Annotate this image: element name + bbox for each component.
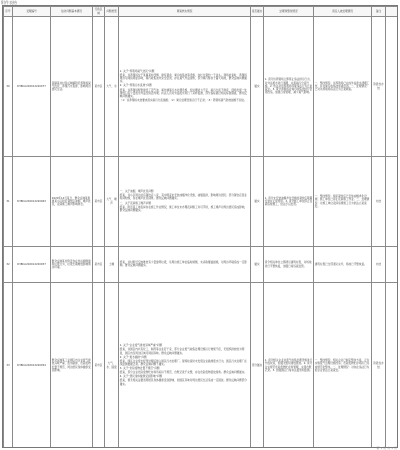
row-id: D3BCA202012220077 bbox=[13, 17, 51, 157]
col-header-handling: 处理和整改情况 bbox=[264, 7, 314, 17]
row-type: 大气、水 bbox=[105, 17, 119, 157]
col-header-findings: 调查核实情况 bbox=[119, 7, 251, 17]
row-issue: 群众反映某工业园区内企业废气排放异味严重，废水偷排，危险废物处置不规范，周边居民身体健康受到影响。 bbox=[51, 283, 93, 449]
findings-paragraph: 2. 关于“废水偷排”问题 bbox=[119, 355, 147, 359]
row-remark: 阶段性办结 bbox=[372, 17, 386, 157]
row-type: 大气、噪声 bbox=[105, 157, 119, 247]
row-blank bbox=[386, 157, 398, 247]
row-remark: 办结 bbox=[372, 157, 386, 247]
table-row bbox=[4, 17, 398, 157]
findings-paragraph: 经查，附近某工地夜间存在施工作业情况，施工单位未办理夜间施工许可手续，施工噪声对周边居民造成影响，群众反映问题属实。 bbox=[119, 205, 247, 212]
row-accountability: 一、整改情况：该养殖场已完成外溢废水清理工作，并对粪污收集池加盖密闭。二、处理情况：已对该养殖场违法行为立案调查。 bbox=[314, 17, 372, 157]
findings-paragraph: 3. 关于“危险废物处置不规范”问题 bbox=[119, 367, 160, 371]
row-blank bbox=[386, 17, 398, 157]
row-handling: 责令相关单位立即清运建筑垃圾，对场地进行平整恢复，加强日常巡查监管。 bbox=[264, 247, 314, 283]
col-header-accountability: 责任人被处理情况 bbox=[314, 7, 372, 17]
row-id: D3BCA202012220057 bbox=[13, 247, 51, 283]
findings-paragraph: 经查，该养殖场配套建设了沼气池、氧化塘等污水处理设施，但处理能力不足，雨污分流不彻底，现场发现一处排放口有少量废水外溢至附近沟渠。执法人员对外溢废水进行了采样监测，部分指标超过相关标准限值，群众反映问题属实。 bbox=[119, 88, 247, 99]
row-issue: 某镇某村村民反映镇附近养殖场臭气扰民，养殖污水直排，影响周边居民生活。 bbox=[51, 17, 93, 157]
row-blank bbox=[386, 247, 398, 283]
findings-paragraph: 经查，该养殖场位于某镇某村西侧，建有猪舍、粪污收集池等设施，存栏生猪约一千余头。现场检查时，养殖场周边可闻到明显异味，粪污收集池未完全密闭，存在臭气外溢现象，部分粪污暂存于露天场地，群众反映问题属实。 bbox=[119, 73, 247, 84]
row-issue: 2020年12月某日，群众反映某街道某小区附近餐饮店油烟、噪声扰民，夜间施工噪声影响休息。 bbox=[51, 157, 93, 247]
col-header-id: 受理编号 bbox=[13, 7, 51, 17]
row-id: D3BCA202012220054 bbox=[13, 283, 51, 449]
row-region: 某市区 bbox=[93, 17, 105, 157]
findings-paragraph: 经查，该村附近空地堆放有少量建筑垃圾，系周边施工单位临时倾倒，未采取覆盖措施，对周边环境造成一定影响。群众反映问题属实。 bbox=[119, 260, 247, 268]
corner-label: 附件表格 bbox=[1, 0, 17, 5]
complaint-table bbox=[3, 6, 398, 448]
page-footer: 第 1 页 共 1 页 bbox=[376, 446, 397, 450]
col-header-remark: 备注 bbox=[372, 7, 386, 17]
row-findings bbox=[119, 283, 251, 449]
table-row bbox=[4, 247, 398, 283]
table-row bbox=[4, 283, 398, 449]
row-blank bbox=[386, 283, 398, 449]
findings-paragraph: 1. 关于“企业废气排放异味严重”问题 bbox=[119, 344, 163, 348]
row-seq: 32 bbox=[4, 247, 13, 283]
findings-paragraph: 2. 关于“养殖污水直排”问题 bbox=[119, 84, 152, 88]
row-verified: 属实 bbox=[251, 157, 264, 247]
col-header-region: 行政区域 bbox=[93, 7, 105, 17]
row-handling: 1. 责令该养殖场立即停止违法排污行为，对外溢废水进行清理，完善雨污分流设施。2. 依法对该养殖场环境违法行为立案查处。3. 责令养殖场对粪污收集池进行密闭改造，加强日常管理，减少臭气影响。 bbox=[264, 17, 314, 157]
row-verified: 属实 bbox=[251, 17, 264, 157]
col-header-type: 问题类型 bbox=[105, 7, 119, 17]
row-seq: 33 bbox=[4, 283, 13, 449]
row-findings bbox=[119, 157, 251, 247]
row-type: 土壤 bbox=[105, 247, 119, 283]
findings-paragraph: 1. 关于“养殖场臭气扰民”问题 bbox=[119, 69, 155, 73]
row-seq: 31 bbox=[4, 157, 13, 247]
row-region: 某市区 bbox=[93, 157, 105, 247]
col-header-seq: 序号 bbox=[4, 7, 13, 17]
complaint-table-sheet bbox=[2, 5, 398, 448]
table-row bbox=[4, 157, 398, 247]
header-row bbox=[4, 7, 398, 17]
row-findings bbox=[119, 247, 251, 283]
findings-paragraph: 经查，该园区内共有化工、制药等企业若干家，部分企业废气收集处理设施运行效果不佳，无组织排放较为明显，园区内及周边区域可闻到异味。群众反映问题属实。 bbox=[119, 348, 245, 355]
row-accountability: 建筑垃圾已全部清运完毕，场地已平整恢复。 bbox=[314, 247, 372, 283]
findings-paragraph: 经查，部分企业危险废物贮存场所标识不规范，台账记录不完整，存在危险废物混放现象。群众反映问题属实。 bbox=[119, 371, 247, 375]
row-region: 某市区 bbox=[93, 247, 105, 283]
row-handling: 1. 责令相关企业对废气收集处理设施进行升级改造，加强无组织排放管控。2. 责令企业规范危险废物贮存和管理，完善台账记录。3. 加强园区日常执法监管和监测。 bbox=[264, 283, 314, 449]
findings-paragraph: 一、关于油烟、噪声扰民问题 bbox=[119, 190, 154, 194]
findings-paragraph: 经查，园区企业废水经预处理后排入园区污水处理厂。现场检查时未发现企业偷排废水行为，园区污水处理厂在线监测数据正常。群众反映问题不属实。 bbox=[119, 359, 247, 367]
row-remark: 阶段性办结 bbox=[372, 283, 386, 449]
row-id: D3BCA202012220063 bbox=[13, 157, 51, 247]
findings-paragraph: 经查，该小区周边共有餐饮店八家，其中两家未安装油烟净化设施，油烟直排，影响周边居民；部分餐饮店营业时间较晚，存在噪声扰民现象。群众反映问题属实。 bbox=[119, 194, 247, 201]
findings-paragraph: 4. 关于“居民身体健康受到影响”问题 bbox=[119, 375, 163, 379]
col-header-verified: 是否属实 bbox=[251, 7, 264, 17]
row-accountability: 一、整改情况：相关企业已制定整改方案，正在实施废气治理设施改造；危险废物贮存场所已完成规范化整改。二、处理情况：对存在违法行为的企业依法立案查处。 bbox=[314, 283, 372, 449]
row-remark: 办结 bbox=[372, 247, 386, 283]
row-type: 大气、水、固废 bbox=[105, 283, 119, 449]
row-handling: 1. 责令未安装油烟净化设施的餐饮店限期安装并正常使用。2. 责令施工单位停止夜间违规施工，依法予以处罚。 bbox=[264, 157, 314, 247]
row-seq: 30 bbox=[4, 17, 13, 157]
findings-paragraph: （1）该养殖场未按要求落实雨污分流措施；（2）粪污处理设施运行不正常；（3）养殖场臭气防控措施不到位。 bbox=[119, 99, 247, 103]
findings-paragraph: 二、关于夜间施工噪声问题 bbox=[119, 201, 151, 205]
row-issue: 群众反映某村附近存在非法倾倒建筑垃圾行为，垃圾长期堆放影响周边环境。 bbox=[51, 247, 93, 283]
row-findings bbox=[119, 17, 251, 157]
findings-paragraph: 经查，暂无相关证据表明居民身体健康受到影响，但园区异味对周边居民生活造成一定困扰。群众反映问题部分属实。 bbox=[119, 379, 247, 386]
row-region: 某市区 bbox=[93, 283, 105, 449]
col-header-blank bbox=[386, 7, 398, 17]
col-header-issue: 信访问题基本情况 bbox=[51, 7, 93, 17]
row-accountability: 一、整改情况：两家餐饮店已安装油烟净化设施；施工单位已停止夜间施工作业。二、处理情况：对施工单位夜间违规施工行为依法立案查处。 bbox=[314, 157, 372, 247]
row-verified: 属实 bbox=[251, 247, 264, 283]
row-verified: 部分属实 bbox=[251, 283, 264, 449]
